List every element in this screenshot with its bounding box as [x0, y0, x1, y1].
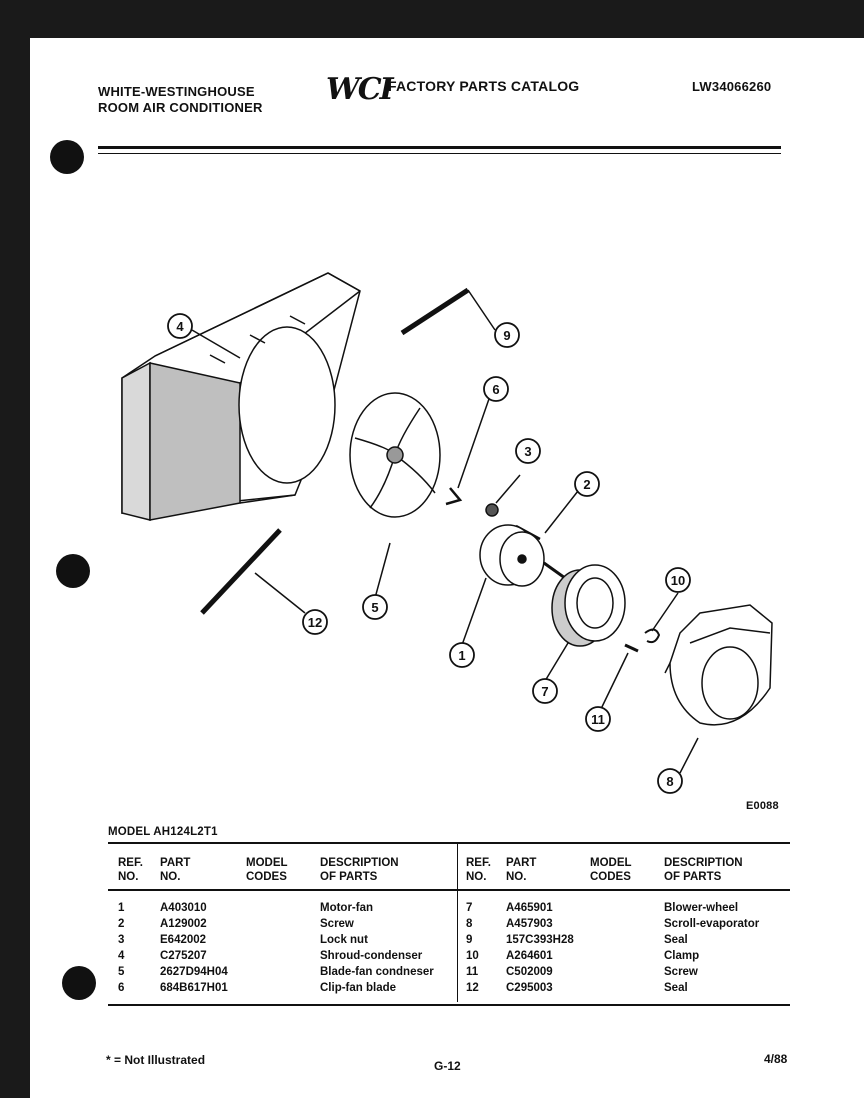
- svg-text:10: 10: [670, 573, 686, 588]
- table-row: 1 A403010 Motor-fan: [118, 902, 374, 914]
- table-row: 10 A264601 Clamp: [466, 950, 700, 962]
- table-top-rule: [108, 842, 790, 844]
- seal-bottom-drawing: [202, 530, 280, 613]
- clip-drawing: [446, 488, 460, 504]
- svg-text:12: 12: [307, 615, 323, 630]
- table-center-rule: [457, 844, 458, 1002]
- callout-12: [303, 610, 327, 634]
- svg-text:2: 2: [583, 477, 591, 492]
- col-desc-right: DESCRIPTION OF PARTS: [664, 857, 743, 883]
- svg-text:7: 7: [541, 684, 549, 699]
- col-ref-left: REF. NO.: [118, 857, 143, 883]
- seal-top-drawing: [402, 290, 468, 333]
- lock-nut-drawing: [486, 504, 498, 516]
- binder-hole-middle: [56, 554, 90, 588]
- figure-code: E0088: [746, 800, 779, 812]
- table-row: 5 2627D94H04 Blade-fan condneser: [118, 966, 434, 978]
- shroud-condenser-drawing: [122, 273, 360, 520]
- fan-blade-drawing: [350, 393, 440, 517]
- catalog-date: 4/88: [764, 1052, 788, 1066]
- table-row: 3 E642002 Lock nut: [118, 934, 368, 946]
- scroll-evaporator-drawing: [665, 605, 772, 725]
- col-part-left: PART NO.: [160, 857, 191, 883]
- header-rule-thick: [98, 146, 781, 149]
- svg-text:9: 9: [503, 328, 511, 343]
- table-row: 8 A457903 Scroll-evaporator: [466, 918, 760, 930]
- svg-text:4: 4: [176, 319, 184, 334]
- col-part-right: PART NO.: [506, 857, 537, 883]
- callout-8: [658, 769, 682, 793]
- parts-table-left: [118, 900, 434, 996]
- svg-text:11: 11: [591, 712, 605, 727]
- catalog-page: [30, 38, 864, 1098]
- callout-7: [533, 679, 557, 703]
- brand-line-1: WHITE-WESTINGHOUSE: [98, 84, 255, 99]
- header-rule-thin: [98, 153, 781, 154]
- table-row: 6 684B617H01 Clip-fan blade: [118, 982, 397, 994]
- table-row: 12 C295003 Seal: [466, 982, 688, 994]
- svg-text:3: 3: [524, 444, 532, 459]
- col-ref-right: REF. NO.: [466, 857, 491, 883]
- wci-logo: WCI: [326, 72, 392, 107]
- table-row: 9 157C393H28 Seal: [466, 934, 688, 946]
- table-header-rule: [108, 889, 790, 891]
- table-bottom-rule: [108, 1004, 790, 1006]
- callout-9: [495, 323, 519, 347]
- binder-hole-bottom: [62, 966, 96, 1000]
- callout-4: [168, 314, 192, 338]
- callout-3: [516, 439, 540, 463]
- blower-wheel-drawing: [552, 565, 625, 646]
- callout-1: [450, 643, 474, 667]
- not-illustrated-note: * = Not Illustrated: [106, 1053, 206, 1067]
- table-row: 7 A465901 Blower-wheel: [466, 902, 739, 914]
- small-screw-drawing: [625, 645, 638, 651]
- catalog-code: LW34066260: [692, 79, 772, 94]
- callout-2: [575, 472, 599, 496]
- svg-text:5: 5: [371, 600, 379, 615]
- binder-hole-top: [50, 140, 84, 174]
- brand-line-2: ROOM AIR CONDITIONER: [98, 100, 263, 115]
- table-row: 4 C275207 Shroud-condenser: [118, 950, 423, 962]
- motor-fan-drawing: [480, 525, 565, 586]
- col-model-left: MODEL CODES: [246, 857, 288, 883]
- page-number: G-12: [434, 1059, 461, 1073]
- callout-11: [586, 707, 610, 731]
- callout-6: [484, 377, 508, 401]
- catalog-title: FACTORY PARTS CATALOG: [388, 78, 580, 94]
- callout-5: [363, 595, 387, 619]
- exploded-parts-diagram: [90, 233, 810, 833]
- callout-10: [666, 568, 690, 592]
- model-label: MODEL AH124L2T1: [108, 826, 218, 838]
- table-row: 2 A129002 Screw: [118, 918, 354, 930]
- svg-text:6: 6: [492, 382, 500, 397]
- parts-table-right: [466, 900, 759, 996]
- col-model-right: MODEL CODES: [590, 857, 632, 883]
- svg-text:8: 8: [666, 774, 674, 789]
- table-row: 11 C502009 Screw: [466, 966, 698, 978]
- clamp-drawing: [645, 629, 659, 642]
- col-desc-left: DESCRIPTION OF PARTS: [320, 857, 399, 883]
- svg-text:1: 1: [458, 648, 466, 663]
